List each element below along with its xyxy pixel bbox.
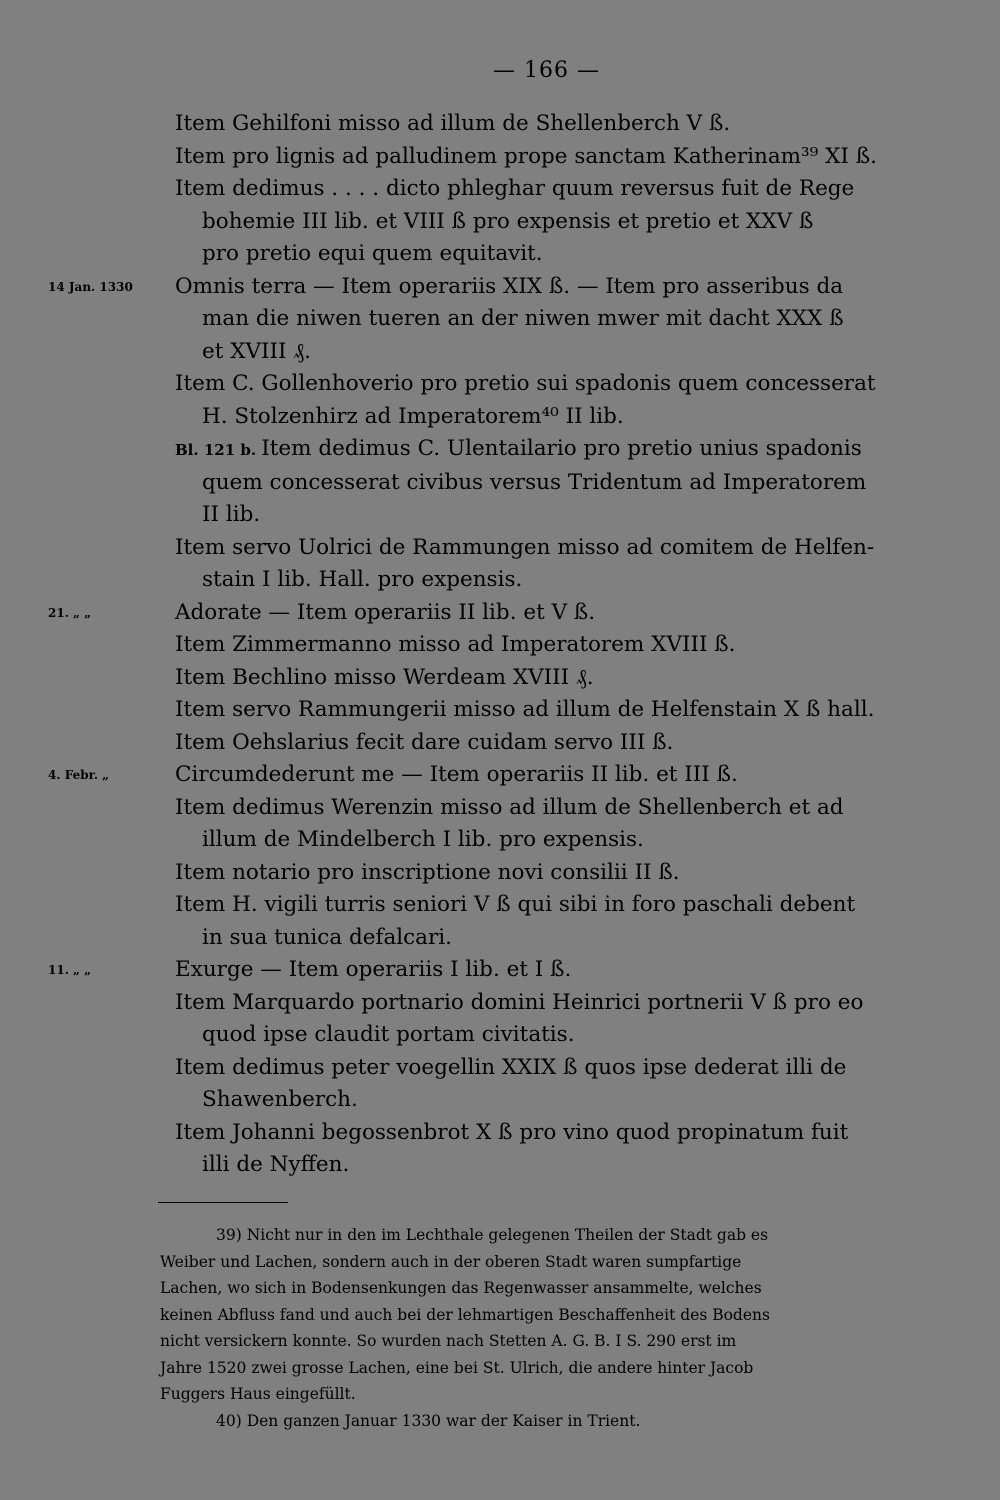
- footnote: [160, 1408, 938, 1435]
- account-entry: [0, 759, 938, 792]
- entry-line: illum de Mindelberch I lib. pro expensis.: [202, 827, 644, 852]
- entry-line: Omnis terra — Item operariis XIX ß. — Item pro asseribus da: [175, 273, 844, 299]
- account-entry: [0, 694, 938, 727]
- entry-date: 21. „ „: [48, 605, 92, 620]
- footnote-line: nicht versickern konnte. So wurden nach Stetten A. G. B. I S. 290 erst im: [160, 1332, 737, 1350]
- entry-line: Item servo Rammungerii misso ad illum de Helfenstain X ß hall.: [175, 697, 875, 722]
- entry-line: Item H. vigili turris seniori V ß qui sibi in foro paschali debent: [175, 892, 856, 917]
- account-entry: [0, 857, 938, 890]
- account-entry: [0, 662, 938, 695]
- entry-line: Item dedimus peter voegellin XXIX ß quos ipse dederat illi de: [175, 1054, 847, 1080]
- footnote-line: Fuggers Haus eingefüllt.: [160, 1385, 356, 1403]
- entry-line: Item Zimmermanno misso ad Imperatorem XVIII ß.: [175, 632, 736, 657]
- account-entry: [0, 727, 938, 760]
- entry-line: Item servo Uolrici de Rammungen misso ad comitem de Helfen-: [175, 534, 875, 560]
- entry-line: stain I lib. Hall. pro expensis.: [202, 567, 523, 592]
- entry-date: 14 Jan. 1330: [48, 279, 133, 294]
- entry-line: Item dedimus . . . . dicto phleghar quum reversus fuit de Rege: [175, 176, 855, 201]
- footnote-line: keinen Abfluss fand und auch bei der lehmartigen Beschaffenheit des Bodens: [160, 1305, 770, 1324]
- entry-line: man die niwen tueren an der niwen mwer mit dacht XXX ß: [202, 306, 844, 331]
- account-entry: [0, 1117, 938, 1182]
- entry-date: 11. „ „: [48, 963, 92, 977]
- entry-line: Item notario pro inscriptione novi consilii II ß.: [175, 859, 680, 885]
- account-entry: [0, 792, 938, 857]
- entry-line: Item dedimus Werenzin misso ad illum de Shellenberch et ad: [175, 794, 844, 820]
- entry-line: Item Bechlino misso Werdeam XVIII ₰.: [175, 664, 594, 690]
- entry-line: quod ipse claudit portam civitatis.: [202, 1022, 575, 1047]
- footnote-line: 40) Den ganzen Januar 1330 war der Kaiser in Trient.: [216, 1411, 641, 1430]
- page-number: — 166 —: [493, 58, 600, 83]
- entry-line: Item Oehslarius fecit dare cuidam servo III ß.: [175, 729, 674, 755]
- entry-line: Item C. Gollenhoverio pro pretio sui spadonis quem concesserat: [175, 371, 876, 396]
- entry-line: et XVIII ₰.: [202, 338, 311, 364]
- entry-line: II lib.: [202, 502, 261, 527]
- entry-date: 4. Febr. „: [48, 768, 110, 782]
- entry-line: Item Gehilfoni misso ad illum de Shellenberch V ß.: [175, 111, 731, 136]
- entry-line: illi de Nyffen.: [202, 1152, 350, 1177]
- entry-line: Item pro lignis ad palludinem prope sanctam Katherinam³⁹ XI ß.: [175, 143, 877, 169]
- account-entry: [0, 433, 938, 532]
- account-entry: [0, 173, 938, 271]
- entry-line: Circumdederunt me — Item operariis II lib. et III ß.: [175, 762, 738, 787]
- account-entry: [0, 889, 938, 954]
- account-entry: [0, 141, 938, 174]
- entry-line: Adorate — Item operariis II lib. et V ß.: [175, 599, 596, 625]
- footnote-line: 39) Nicht nur in den im Lechthale gelegenen Theilen der Stadt gab es: [216, 1226, 769, 1244]
- entry-line: Item Marquardo portnario domini Heinrici portnerii V ß pro eo: [175, 989, 864, 1015]
- entry-line: Item Johanni begossenbrot X ß pro vino quod propinatum fuit: [175, 1119, 849, 1145]
- account-entry: [0, 954, 938, 987]
- entry-text: Item dedimus C. Ulentailario pro pretio unius spadonis: [261, 436, 862, 461]
- footnote-line: Lachen, wo sich in Bodensenkungen das Regenwasser ansammelte, welches: [160, 1279, 762, 1297]
- entry-line: [175, 433, 938, 467]
- entry-line: pro pretio equi quem equitavit.: [202, 241, 543, 266]
- entry-line: Shawenberch.: [202, 1087, 358, 1112]
- account-entry: [0, 987, 938, 1052]
- footnote-line: Jahre 1520 zwei grosse Lachen, eine bei St. Ulrich, die andere hinter Jacob: [160, 1358, 754, 1377]
- account-entry: [0, 271, 938, 369]
- entry-line: bohemie III lib. et VIII ß pro expensis et pretio et XXV ß: [202, 208, 814, 234]
- folio-reference: Bl. 121 b.: [175, 441, 262, 459]
- account-entry: [0, 629, 938, 662]
- footnotes: [160, 1222, 938, 1434]
- footnote-line: Weiber und Lachen, sondern auch in der oberen Stadt waren sumpfartige: [160, 1252, 742, 1271]
- account-entry: [0, 597, 938, 630]
- entry-line: quem concesserat civibus versus Tridentum ad Imperatorem: [202, 469, 867, 495]
- account-entry: [0, 1052, 938, 1117]
- footnote-divider: [158, 1202, 288, 1203]
- footnote: [160, 1222, 938, 1408]
- entry-line: Exurge — Item operariis I lib. et I ß.: [175, 957, 572, 982]
- account-entry: [0, 108, 938, 141]
- account-entries: [0, 108, 1000, 1182]
- entry-line: in sua tunica defalcari.: [202, 924, 452, 950]
- entry-line: H. Stolzenhirz ad Imperatorem⁴⁰ II lib.: [202, 403, 624, 429]
- account-entry: [0, 532, 938, 597]
- account-entry: [0, 368, 938, 433]
